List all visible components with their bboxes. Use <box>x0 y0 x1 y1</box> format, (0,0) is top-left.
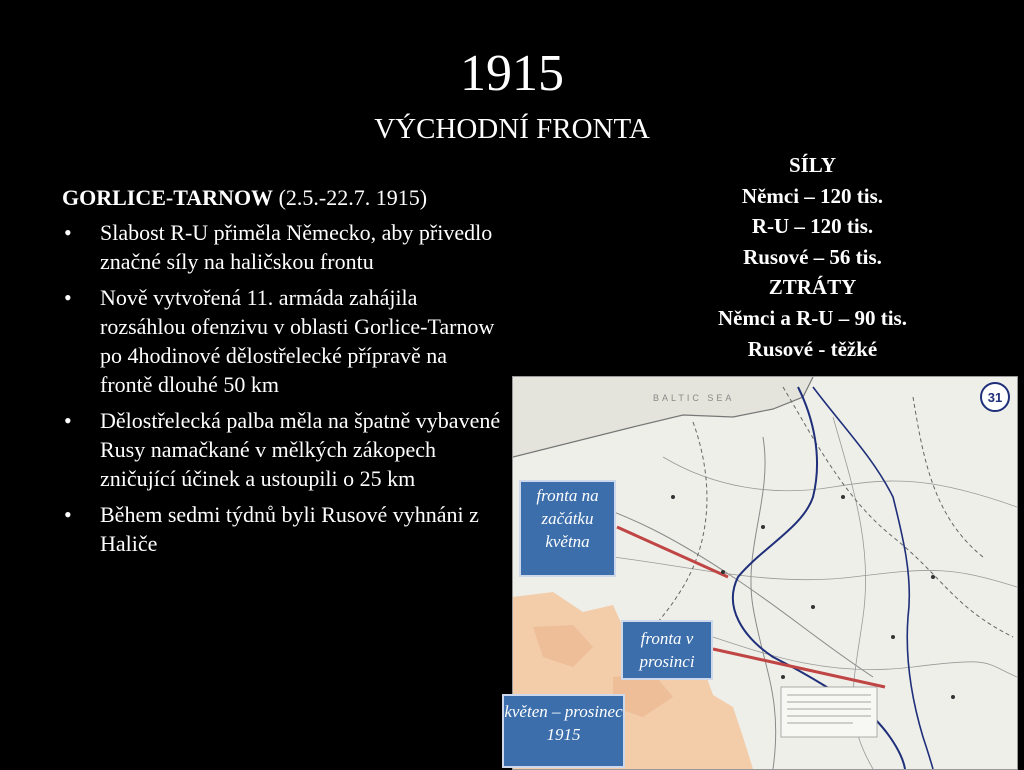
section-heading <box>62 183 502 212</box>
forces-summary <box>660 150 965 364</box>
label-front-may: fronta na začátku května <box>519 480 616 577</box>
label-period: květen – prosinec 1915 <box>502 694 625 768</box>
forces-germans: Němci – 120 tis. <box>741 183 884 208</box>
arrow-front-may <box>617 527 728 577</box>
label-front-december: fronta v prosinci <box>621 620 713 680</box>
map-number: 31 <box>987 390 1003 405</box>
heading-dates: (2.5.-22.7. 1915) <box>273 185 428 210</box>
losses-heading: ZTRÁTY <box>768 275 857 300</box>
slide-title: 1915 <box>460 45 564 102</box>
text-column <box>62 183 502 565</box>
bullet-item: • Nově vytvořená 11. armáda zahájila rozsáhlou ofenzivu v oblasti Gorlice-Tarnow po 4hodinové dělostřelecké přípravě na frontě dlouhé 50 km <box>62 283 502 399</box>
losses-central-powers: Němci a R-U – 90 tis. <box>718 305 907 330</box>
bullet-item: • Slabost R-U přiměla Německo, aby přivedlo značné síly na haličskou frontu <box>62 218 502 276</box>
sea-label: BALTIC SEA <box>653 393 735 403</box>
slide-subtitle: VÝCHODNÍ FRONTA <box>374 113 650 145</box>
losses-russians: Rusové - těžké <box>747 336 878 361</box>
bullet-list <box>62 218 502 558</box>
forces-heading: SÍLY <box>788 153 837 177</box>
bullet-item: • Během sedmi týdnů byli Rusové vyhnáni z Haliče <box>62 500 502 558</box>
bullet-item: • Dělostřelecká palba měla na špatně vybavené Rusy namačkané v mělkých zákopech zničující účinek a ustoupili o 25 km <box>62 406 502 493</box>
forces-austria-hungary: R-U – 120 tis. <box>751 214 874 239</box>
heading-bold: GORLICE-TARNOW <box>62 185 274 210</box>
forces-russians: Rusové – 56 tis. <box>743 244 882 269</box>
